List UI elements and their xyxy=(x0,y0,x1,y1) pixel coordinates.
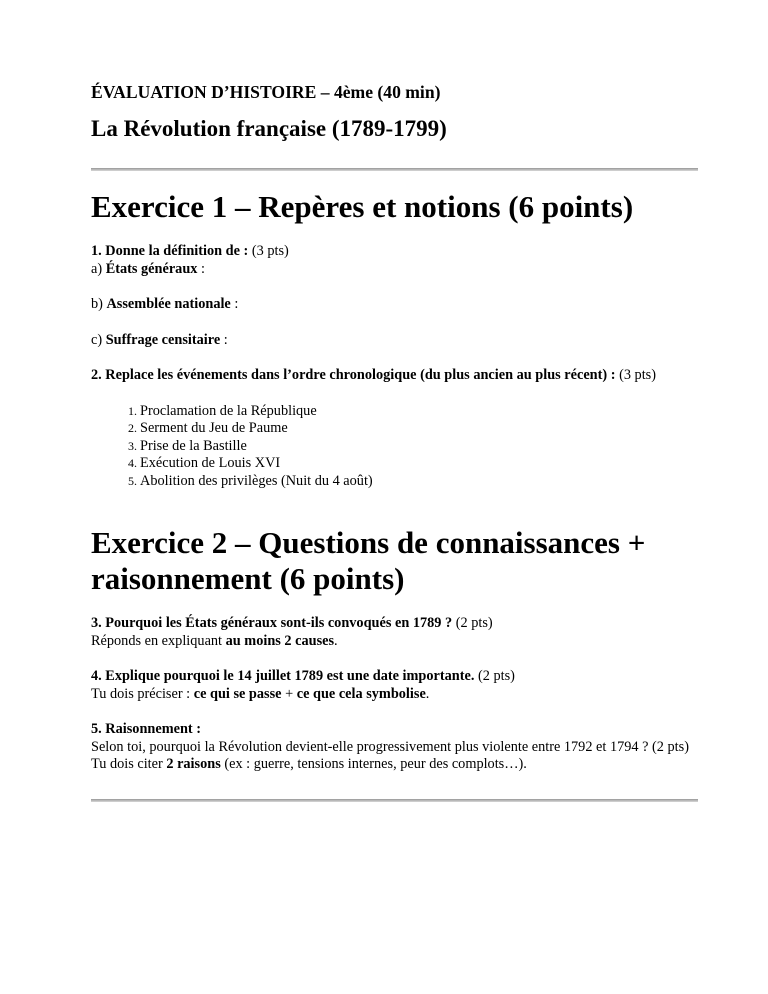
question-2-points: (3 pts) xyxy=(615,367,657,383)
question-5-text: Selon toi, pourquoi la Révolution devient-elle progressivement plus violente entre 1792 et 1794 ? (2 pts) xyxy=(91,738,689,755)
question-5-label: 5. Raisonnement : xyxy=(91,721,202,737)
question-4-hint-bold2: ce que cela symbolise xyxy=(296,685,426,702)
question-4-hint-bold1: ce qui se passe xyxy=(193,685,282,702)
exam-header-text: ÉVALUATION D’HISTOIRE – 4ème (40 min) xyxy=(91,82,441,102)
question-4-hint-prefix: Tu dois préciser : xyxy=(91,685,194,702)
question-4-hint-mid: + xyxy=(281,685,297,702)
question-5-hint-suffix: (ex : guerre, tensions internes, peur des complots…). xyxy=(220,756,527,772)
question-3-hint-suffix: . xyxy=(334,632,338,649)
events-list xyxy=(91,403,698,491)
question-3-points: (2 pts) xyxy=(452,615,493,631)
definition-b-term: Assemblée nationale xyxy=(106,296,231,312)
document-title: La Révolution française (1789-1799) xyxy=(91,116,447,141)
event-item: 1. Proclamation de la République xyxy=(140,403,698,421)
definition-a-prefix: a) xyxy=(91,260,106,277)
definition-b-prefix: b) xyxy=(91,296,107,312)
exercise1-heading: Exercice 1 – Repères et notions (6 points) xyxy=(91,189,634,224)
event-item: 4. Exécution de Louis XVI xyxy=(140,455,698,473)
definition-a-suffix: : xyxy=(197,260,205,277)
question-3 xyxy=(91,615,698,650)
question-5-hint-prefix: Tu dois citer xyxy=(91,756,167,772)
question-1 xyxy=(91,243,698,278)
question-4-points: (2 pts) xyxy=(474,668,515,684)
question-4-hint-suffix: . xyxy=(425,685,430,702)
exercise2-heading: Exercice 2 – Questions de connaissances + raisonnement (6 points) xyxy=(91,525,646,596)
definition-c-suffix: : xyxy=(220,331,228,348)
definition-b-suffix: : xyxy=(230,296,239,312)
question-1-label: 1. Donne la définition de : xyxy=(91,243,249,259)
event-item: 5. Abolition des privilèges (Nuit du 4 août) xyxy=(140,473,698,491)
definition-c-prefix: c) xyxy=(91,331,106,348)
definition-a-term: États généraux xyxy=(105,260,198,277)
definition-c-term: Suffrage censitaire xyxy=(105,331,221,348)
question-4-label: 4. Explique pourquoi le 14 juillet 1789 est une date importante. xyxy=(91,668,475,684)
question-1-points: (3 pts) xyxy=(248,243,289,259)
divider-top xyxy=(91,168,698,171)
question-3-hint-prefix: Réponds en expliquant xyxy=(91,632,226,649)
event-item: 2. Serment du Jeu de Paume xyxy=(140,420,698,438)
question-3-hint-bold: au moins 2 causes xyxy=(225,632,335,649)
question-4 xyxy=(91,668,698,703)
question-2 xyxy=(91,367,698,385)
question-2-label: 2. Replace les événements dans l’ordre chronologique (du plus ancien au plus récent) : xyxy=(91,367,616,383)
event-item: 3. Prise de la Bastille xyxy=(140,438,698,456)
definition-b xyxy=(91,296,698,314)
divider-bottom xyxy=(91,799,698,802)
question-3-label: 3. Pourquoi les États généraux sont-ils convoqués en 1789 ? xyxy=(91,615,453,631)
question-5 xyxy=(91,721,698,774)
definition-c xyxy=(91,332,698,350)
exam-header xyxy=(91,82,698,103)
question-5-hint-bold: 2 raisons xyxy=(166,756,221,772)
